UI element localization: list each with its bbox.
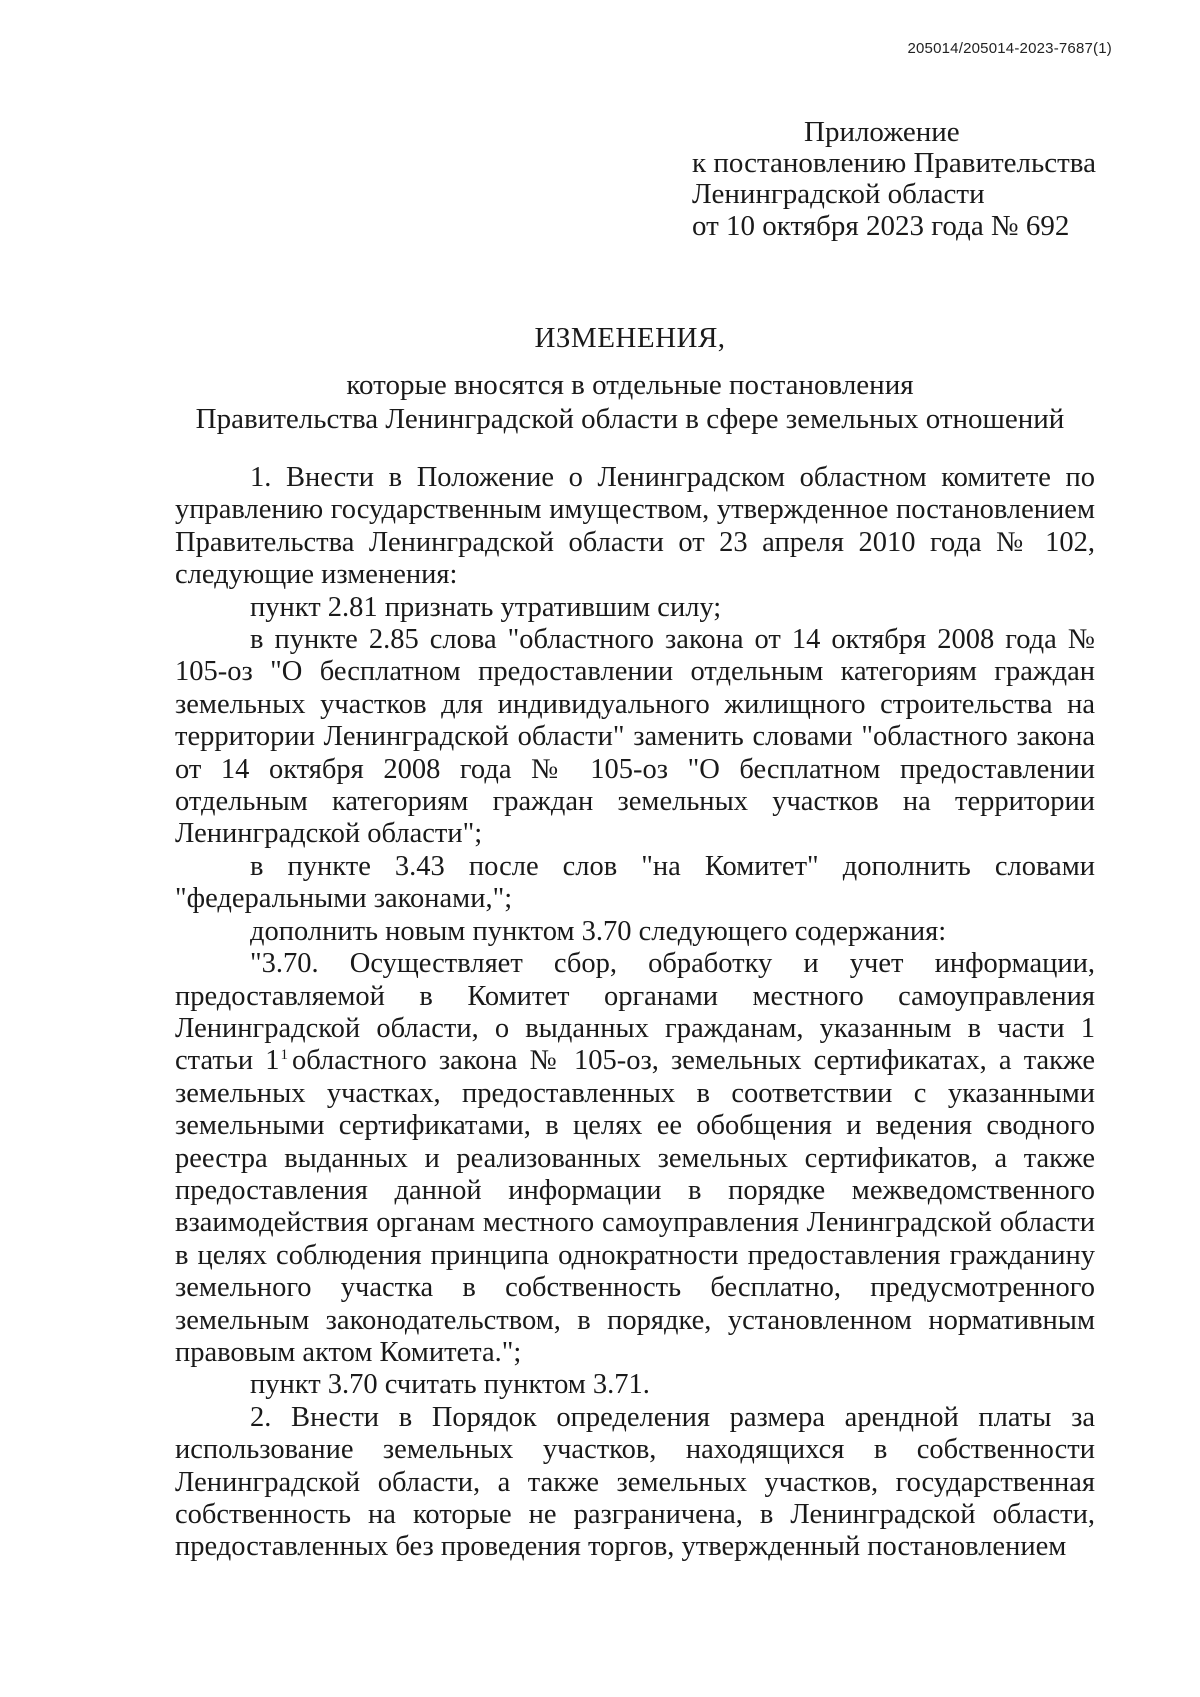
paragraph-renumber-3-70: пункт 3.70 считать пунктом 3.71. bbox=[250, 1369, 650, 1401]
paragraph-3-70-part-1: "3.70. Осуществляет сбор, обработку и учет информации, предоставляемой в Комитет органами местного самоуправления Ленинградской области, о выданных гражданам, указанным в части 1 статьи 1 bbox=[175, 948, 1095, 1077]
document-id: 205014/205014-2023-7687(1) bbox=[907, 40, 1112, 57]
paragraph-item-2: 2. Внести в Порядок определения размера арендной платы за использование земельных участков, находящихся в собственности Ленинградской области, а также земельных участков, государственная собственность на которые не разграничена, в Ленинградской области, предоставленных без проведения торгов, утвержденный постановлением bbox=[175, 1401, 1095, 1563]
paragraph-3-70-part-2: областного закона № 105-оз, земельных сертификатах, а также земельных участках, предоставленных в соответствии с указанными земельными сертификатами, в целях ее обобщения и ведения сводного реестра выданных и реализованных земельных сертификатов, а также предоставления данной информации в порядке межведомственного взаимодействия органам местного самоуправления Ленинградской области в целях соблюдения принципа однократности предоставления гражданину земельного участка в собственность бесплатно, предусмотренного земельным законодательством, в порядке, установленном нормативным правовым актом Комитета."; bbox=[175, 1045, 1095, 1368]
paragraph-amend-3-43: в пункте 3.43 после слов "на Комитет" дополнить словами "федеральными законами,"; bbox=[175, 850, 1095, 915]
appendix-line-resolution: к постановлению Правительства bbox=[692, 147, 1096, 179]
paragraph-add-3-70: дополнить новым пунктом 3.70 следующего содержания: bbox=[250, 915, 947, 947]
appendix-title: Приложение bbox=[804, 116, 960, 148]
superscript-article-number: 1 bbox=[280, 1046, 288, 1063]
document-body bbox=[175, 462, 1095, 1564]
paragraph-item-1: 1. Внести в Положение о Ленинградском областном комитете по управлению государственным имуществом, утвержденное постановлением Правительства Ленинградской области от 23 апреля 2010 года № 102, следующие изменения: bbox=[175, 462, 1095, 591]
paragraph-3-70-text bbox=[175, 948, 1095, 1369]
appendix-line-region: Ленинградской области bbox=[692, 178, 985, 210]
document-title-block bbox=[160, 320, 1100, 436]
document-title: ИЗМЕНЕНИЯ, bbox=[534, 322, 726, 354]
document-subtitle-line-2: Правительства Ленинградской области в сфере земельных отношений bbox=[195, 403, 1065, 435]
paragraph-amend-2-85: в пункте 2.85 слова "областного закона от 14 октября 2008 года № 105-оз "О бесплатном предоставлении отдельным категориям граждан земельных участков для индивидуального жилищного строительства на территории Ленинградской области" заменить словами "областного закона от 14 октября 2008 года № 105-оз "О бесплатном предоставлении отдельным категориям граждан земельных участков на территории Ленинградской области"; bbox=[175, 624, 1095, 850]
paragraph-repeal-2-81: пункт 2.81 признать утратившим силу; bbox=[250, 591, 722, 623]
appendix-line-date: от 10 октября 2023 года № 692 bbox=[692, 210, 1070, 242]
document-subtitle-line-1: которые вносятся в отдельные постановления bbox=[346, 369, 914, 401]
